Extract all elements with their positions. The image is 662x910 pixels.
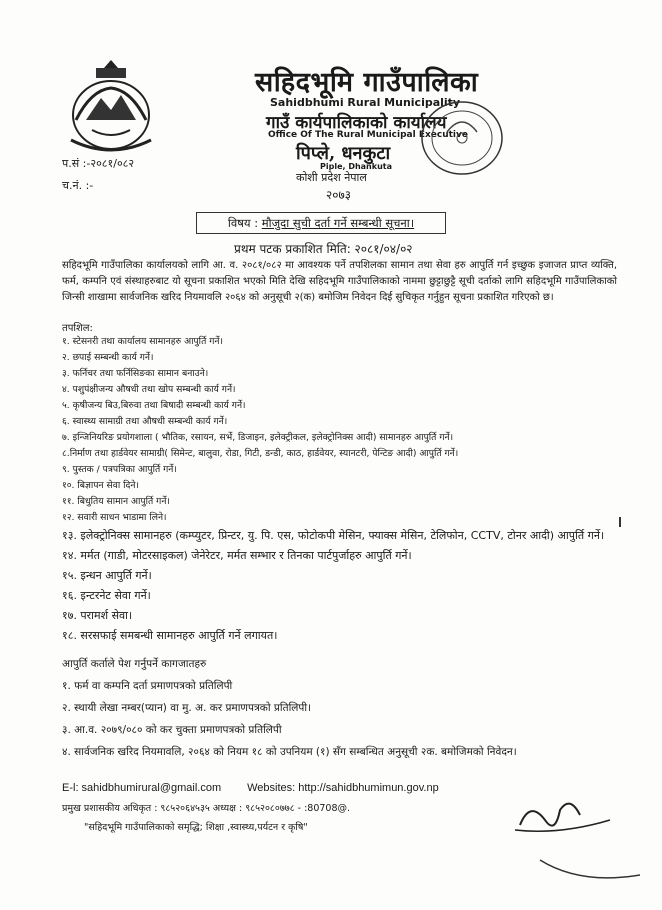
list-label: तपशिल: [62, 323, 93, 334]
list-item: १५. इन्धन आपुर्ति गर्ने। [62, 569, 152, 582]
list-item: ३. फर्निचर तथा फर्निसिङका सामान बनाउने। [62, 368, 209, 379]
address-en: Piple, Dhankuta [320, 162, 392, 171]
list-item: १०. बिज्ञापन सेवा दिने। [62, 480, 139, 491]
list-item: १८. सरसफाई समबन्धी सामानहरु आपुर्ति गर्ने लगायत। [62, 629, 278, 642]
list-item: १३. इलेक्ट्रोनिक्स सामानहरु (कम्प्युटर, प्रिन्टर, यु. पि. एस, फोटोकपी मेसिन, फ्याक्स मेसिन, टेलिफोन, CCTV, टोनर आदी) आपुर्ति गर्ने। [62, 529, 605, 542]
list-item: १. फर्म वा कम्पनि दर्ता प्रमाणपत्रको प्रतिलिपी [62, 680, 233, 692]
list-item: ८.निर्माण तथा हार्डवेयर सामाग्री( सिमेन्ट, बालुवा, रोडा, गिटी, डन्डी, काठ, हार्डवेयर, स्यानटरी, पेन्टिङ आदी) आपुर्ति गर्ने। [62, 448, 459, 459]
list-item: ५. कृषीजन्य बिउ,बिरुवा तथा बिषादी सम्बन्धी कार्य गर्ने। [62, 400, 246, 411]
list-item: ९. पुस्तक / पत्रपत्रिका आपुर्ति गर्ने। [62, 464, 177, 475]
dispatch-number: च.नं. :- [62, 179, 94, 192]
province-np: कोशी प्रदेश नेपाल [296, 171, 367, 184]
list-item: ३. आ.व. २०७९/०८० को कर चुक्ता प्रमाणपत्रको प्रतिलिपी [62, 724, 282, 736]
documents-title: आपुर्ति कर्ताले पेश गर्नुपर्ने कागजातहरु [62, 658, 207, 670]
items-list [62, 334, 622, 646]
nepal-emblem-icon [56, 60, 166, 160]
list-item: १४. मर्मत (गाडी, मोटरसाइकल) जेनेरेटर, मर्मत सम्भार र तिनका पार्टपुर्जाहरु आपुर्ति गर्ने। [62, 549, 412, 562]
list-item: २. स्थायी लेखा नम्बर(प्यान) वा मु. अ. कर प्रमाणपत्रको प्रतिलिपी। [62, 702, 312, 714]
list-item: ४. पशुपंक्षीजन्य औषधी तथा खोप सम्बन्धी कार्य गर्ने। [62, 384, 236, 395]
office-name-np: गाउँ कार्यपालिकाको कार्यालय [266, 113, 447, 133]
list-item: १६. इन्टरनेट सेवा गर्ने। [62, 589, 151, 602]
slogan: "सहिदभूमि गाउँपालिकाको समृद्धि; शिक्षा ,स्वास्थ्य,पर्यटन र कृषि" [84, 822, 308, 833]
list-item: १२. सवारी साधन भाडामा लिने। [62, 512, 167, 523]
address-np: पिप्ले, धनकुटा [296, 143, 391, 164]
notice-body: सहिदभूमि गाउँपालिका कार्यालयको लागि आ. व. २०८१/०८२ मा आवश्यक पर्ने तपशिलका सामान तथा सेवा हरु आपुर्ति गर्न इच्छुक इजाजत प्राप्त व्यक्ति, फर्म, कम्पनि एवं संस्थाहरुबाट यो सूचना प्रकाशित भएको मिति देखि सहिदभूमि गाउँपालिकाको नाममा छुट्टाछुट्टै सूची दर्ताको लागि सहिदभूमि गाउँपालिकाको जिन्सी शाखामा सार्वजनिक खरिद नियमावलि २०६४ को अनुसूची २(क) बमोजिम निवेदन दिई सुचिकृत गर्नुहुन सूचना प्रकाशित गरिएको छ। [62, 260, 617, 303]
list-item: ७. इन्जिनियरिङ प्रयोगशाला ( भौतिक, रसायन, सर्भे, डिजाइन, इलेक्ट्रीकल, इलेक्ट्रोनिक्स आदी) सामानहरु आपुर्ति गर्ने। [62, 432, 454, 443]
stray-mark [619, 517, 621, 527]
list-item: ६. स्वास्थ्य सामाग्री तथा औषधी सम्बन्धी कार्य गर्ने। [62, 416, 228, 427]
published-date: प्रथम पटक प्रकाशित मिति: २०८१/०४/०२ [234, 242, 413, 256]
list-item: ११. बिधुतिय सामान आपुर्ति गर्ने। [62, 496, 170, 507]
subject-text: मौजुदा सुची दर्ता गर्ने सम्बन्धी सूचना। [261, 216, 415, 230]
subject-box [196, 212, 446, 234]
email-text: E-l: sahidbhumirural@gmail.com [62, 782, 222, 794]
municipality-name-en: Sahidbhumi Rural Municipality [270, 96, 461, 109]
contact-line [62, 782, 439, 794]
list-item: ४. सार्वजनिक खरिद नियमावलि, २०६४ को नियम १८ को उपनियम (१) सँग सम्बन्धित अनुसूची २क. बमोजिमको निवेदन। [62, 746, 517, 758]
municipality-name-np: सहिदभूमि गाउँपालिका [255, 67, 479, 98]
list-item: १. स्टेसनरी तथा कार्यालय सामानहरु आपुर्ति गर्ने। [62, 336, 223, 347]
documents-list [62, 675, 622, 763]
letter-number: प.सं :-२०८१/०८२ [62, 157, 135, 170]
list-item: २. छपाई सम्बन्धी कार्य गर्ने। [62, 352, 154, 363]
officer-line: प्रमुख प्रशासकीय अधिकृत : ९८५२०६४५३५ अध्यक्ष : ९८५२०८०७७८ - :80708@. [62, 803, 351, 814]
office-name-en: Office Of The Rural Municipal Executive [268, 130, 468, 140]
list-item: १७. परामर्श सेवा। [62, 609, 133, 622]
website-text: Websites: http://sahidbhumimun.gov.np [247, 782, 439, 794]
signature-icon [500, 790, 650, 900]
subject-prefix: विषय : [227, 216, 262, 230]
established-year: २०७३ [326, 188, 351, 202]
office-stamp-icon [402, 92, 510, 184]
